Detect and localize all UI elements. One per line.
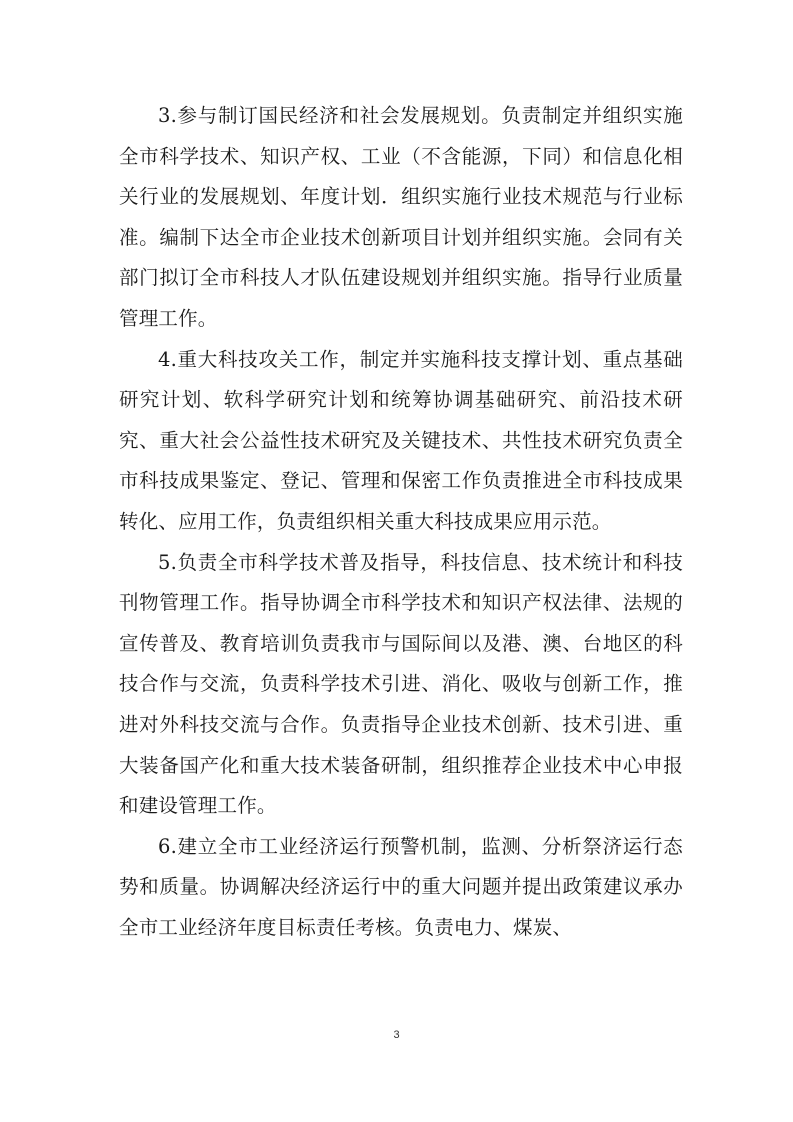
- paragraph-item-3: 3.参与制订国民经济和社会发展规划。负责制定并组织实施全市科学技术、知识产权、工业（不含能源，下同）和信息化相关行业的发展规划、年度计划．组织实施行业技术规范与行业标准。编制下达全市企业技术创新项目计划并组织实施。会同有关部门拟订全市科技人才队伍建设规划并组织实施。指导行业质量管理工作。: [119, 104, 683, 330]
- body-text: [119, 96, 683, 948]
- page-number: 3: [393, 1029, 400, 1041]
- paragraph-item-6: 6.建立全市工业经济运行预警机制，监测、分析祭济运行态势和质量。协调解决经济运行中的重大问题并提出政策建议承办全市工业经济年度目标责任考核。负责电力、煤炭、: [119, 834, 683, 939]
- paragraph-item-4: 4.重大科技攻关工作，制定并实施科技支撑计划、重点基础研究计划、软科学研究计划和统筹协调基础研究、前沿技术研究、重大社会公益性技术研究及关键技术、共性技术研究负责全市科技成果鉴定、登记、管理和保密工作负责推进全市科技成果转化、应用工作，负责组织相关重大科技成果应用示范。: [119, 347, 683, 533]
- paragraph-item-5: 5.负责全市科学技术普及指导，科技信息、技术统计和科技刊物管理工作。指导协调全市科学技术和知识产权法律、法规的宣传普及、教育培训负责我市与国际间以及港、澳、台地区的科技合作与交流，负责科学技术引进、消化、吸收与创新工作，推进对外科技交流与合作。负责指导企业技术创新、技术引进、重大装备国产化和重大技术装备研制，组织推荐企业技术中心申报和建设管理工作。: [119, 550, 683, 818]
